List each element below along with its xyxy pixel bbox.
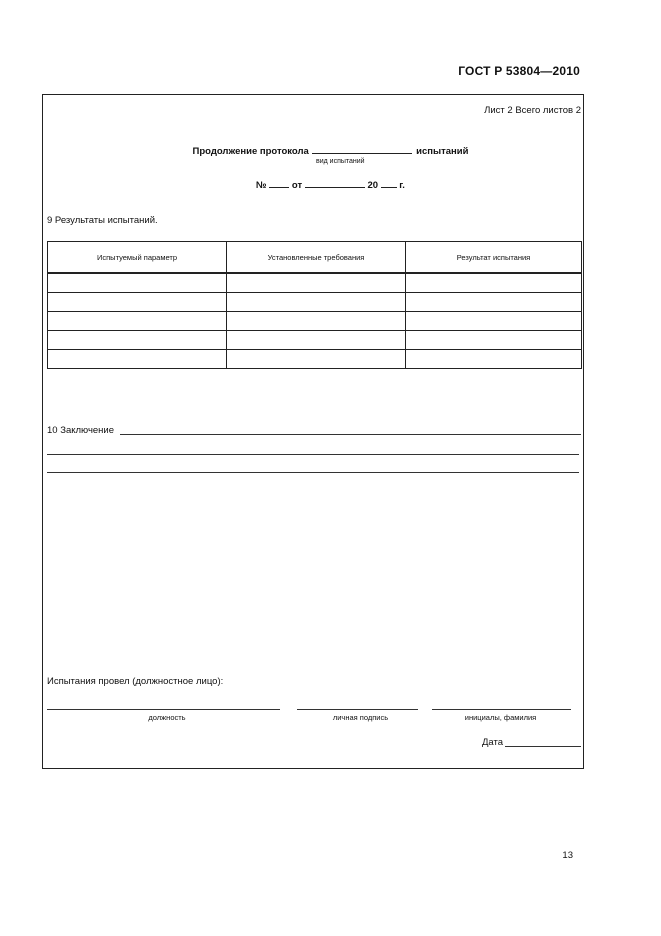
table-cell[interactable] xyxy=(48,331,227,350)
protocol-continuation xyxy=(0,145,661,157)
number-sign: № xyxy=(256,180,267,191)
table-cell[interactable] xyxy=(406,273,582,293)
table-row xyxy=(48,293,582,312)
position-caption: должность xyxy=(148,713,186,722)
date-blank xyxy=(305,179,365,188)
name-line[interactable] xyxy=(432,709,571,710)
table-row xyxy=(48,331,582,350)
date-label: Дата xyxy=(482,737,504,748)
column-header: Установленные требования xyxy=(227,242,406,274)
protocol-prefix: Продолжение протокола xyxy=(192,146,309,157)
table-row xyxy=(48,312,582,331)
date-line[interactable] xyxy=(505,746,581,747)
standard-header: ГОСТ Р 53804—2010 xyxy=(458,64,580,78)
table-header-row xyxy=(48,242,582,274)
conclusion-line[interactable] xyxy=(120,434,581,435)
conclusion-line[interactable] xyxy=(47,454,579,455)
table-cell[interactable] xyxy=(48,293,227,312)
from-label: от xyxy=(291,180,303,191)
name-caption: инициалы, фамилия xyxy=(464,713,537,722)
table-cell[interactable] xyxy=(48,350,227,369)
page-number: 13 xyxy=(562,850,573,861)
table-cell[interactable] xyxy=(227,350,406,369)
table-cell[interactable] xyxy=(227,293,406,312)
year-blank xyxy=(381,179,397,188)
table-cell[interactable] xyxy=(227,273,406,293)
number-blank xyxy=(269,179,289,188)
section-9-title: 9 Результаты испытаний. xyxy=(47,215,158,226)
table-cell[interactable] xyxy=(48,312,227,331)
signature-line[interactable] xyxy=(297,709,418,710)
table-cell[interactable] xyxy=(406,312,582,331)
column-header: Результат испытания xyxy=(406,242,582,274)
year-suffix: г. xyxy=(399,180,405,191)
conducted-by-label: Испытания провел (должностное лицо): xyxy=(47,676,224,687)
position-line[interactable] xyxy=(47,709,280,710)
test-type-blank xyxy=(312,145,412,154)
signature-caption: личная подпись xyxy=(332,713,389,722)
conclusion-line[interactable] xyxy=(47,472,579,473)
protocol-suffix: испытаний xyxy=(416,146,469,157)
table-cell[interactable] xyxy=(406,293,582,312)
table-row xyxy=(48,273,582,293)
column-header: Испытуемый параметр xyxy=(48,242,227,274)
results-table xyxy=(47,241,582,369)
table-cell[interactable] xyxy=(406,331,582,350)
form-frame xyxy=(42,94,584,769)
table-row xyxy=(48,350,582,369)
table-cell[interactable] xyxy=(227,331,406,350)
sheet-info: Лист 2 Всего листов 2 xyxy=(484,105,581,116)
table-cell[interactable] xyxy=(227,312,406,331)
section-10-title: 10 Заключение xyxy=(47,425,115,436)
table-cell[interactable] xyxy=(48,273,227,293)
test-type-caption: вид испытаний xyxy=(316,158,365,165)
year-prefix: 20 xyxy=(367,180,379,191)
table-cell[interactable] xyxy=(406,350,582,369)
protocol-number-line xyxy=(0,179,661,191)
